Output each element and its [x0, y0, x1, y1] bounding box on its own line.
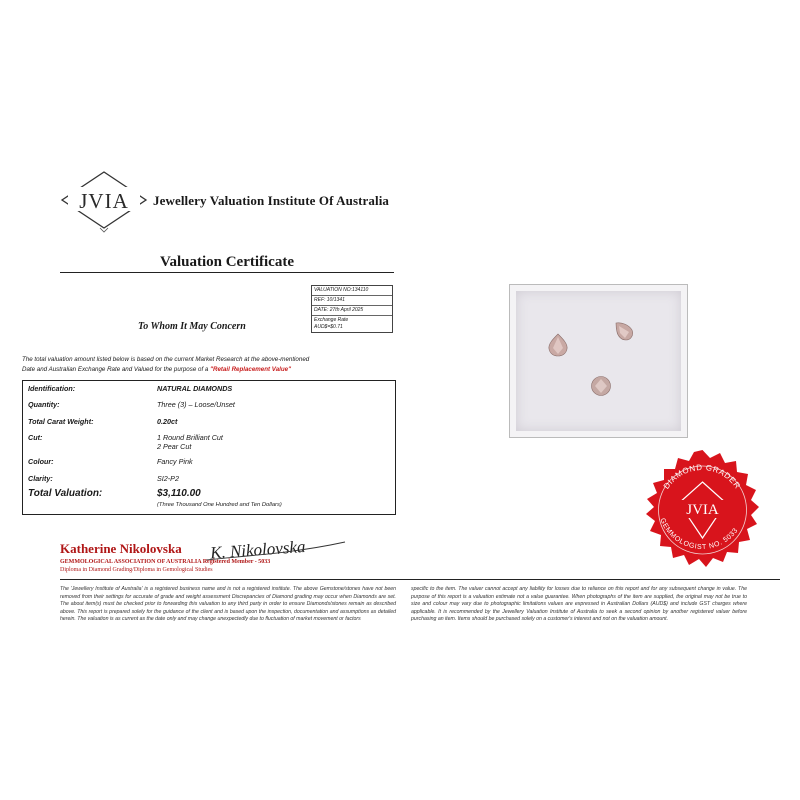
footer-divider: [60, 579, 780, 580]
gemmologist-seal: [640, 448, 765, 573]
identification-value: NATURAL DIAMONDS: [157, 384, 233, 393]
salutation: To Whom It May Concern: [138, 321, 246, 332]
clarity-label: Clarity:: [28, 474, 53, 483]
institute-name: Jewellery Valuation Institute Of Australia: [153, 193, 390, 208]
cut-label: Cut:: [28, 433, 43, 442]
identification-label: Identification:: [28, 384, 76, 393]
colour-value: Fancy Pink: [157, 457, 193, 466]
svg-text:JVIA: JVIA: [686, 502, 719, 518]
exchange-rate-value: AUD$=$0.71: [314, 324, 343, 330]
signatory-name: Katherine Nikolovska: [60, 541, 182, 556]
pear-diamond-icon: [613, 320, 635, 342]
pear-diamond-icon: [547, 333, 569, 357]
valuation-date: DATE: 27th April 2025: [312, 306, 392, 316]
certificate-title: Valuation Certificate: [159, 254, 294, 270]
intro-line-2: Date and Australian Exchange Rate and Valued for the purpose of a: [22, 366, 209, 373]
quantity-value: Three (3) – Loose/Unset: [157, 400, 235, 409]
total-label: Total Valuation:: [28, 488, 103, 499]
cut-value-2: 2 Pear Cut: [157, 442, 192, 451]
details-table: [22, 380, 396, 515]
colour-label: Colour:: [28, 457, 54, 466]
cut-value-1: 1 Round Brilliant Cut: [157, 433, 223, 442]
round-diamond-icon: [590, 375, 612, 397]
intro-paragraph: [22, 355, 397, 375]
total-value: $3,110.00: [157, 488, 201, 499]
association-membership: GEMMOLOGICAL ASSOCIATION OF AUSTRALIA Registered Member - 5033: [60, 559, 271, 565]
jvia-logo: [60, 170, 148, 234]
total-in-words: (Three Thousand One Hundred and Ten Dollars): [157, 502, 282, 508]
reference-box: [311, 285, 393, 333]
photo-background: [516, 291, 681, 431]
reference-number: REF: 10/1341: [312, 296, 392, 306]
carat-label: Total Carat Weight:: [28, 417, 94, 426]
svg-text:K. Nikolovska: K. Nikolovska: [209, 536, 307, 563]
quantity-label: Quantity:: [28, 400, 60, 409]
exchange-rate: [312, 316, 392, 332]
disclaimer-right: specific to the item. The valuer cannot accept any liability for losses due to reliance on this report and for any subsequent change in value. The purpose of this report is a valuation estimate not a value guarantee. When photographs of the item are supplied, the original may not be true to size and colour may vary due to photographic limitations values are expressed in Australian Dollars (AUD$) and include GST charges where applicable. It is recommended by the Jewellery Valuation Institute of Australia to seek a second opinion by another registered valuer before purchasing an item. Items should be purchased solely on a customer's interest and not on the valuation amount.: [411, 586, 747, 623]
svg-text:DIAMOND GRADER: DIAMOND GRADER: [661, 462, 743, 491]
diamond-photo: [509, 284, 688, 438]
svg-text:GEMMOLOGIST NO. 5033: GEMMOLOGIST NO. 5033: [658, 517, 740, 552]
valuation-purpose: "Retail Replacement Value": [210, 366, 292, 373]
exchange-rate-label: Exchange Rate: [314, 317, 349, 323]
svg-text:JVIA: JVIA: [79, 189, 129, 213]
disclaimer-left: The 'Jewellery Institute of Australia' is a registered business name and is not a registered institute. The above Gemstone/stones have not been removed from their settings for accurate of grade and weight assessment Discrepancies of Diamond grading may occur when Diamonds are set. The about item(s) must be checked prior to forwarding this valuation to any third party in order to ensure Diamonds/stones remain as described above. This report is prepared solely for the guidance of the client and is based upon the inspection, documentation and assumptions as detailed herein. The valuation is as current as the date only and may change unexpectedly due to fluctuation of market movement or factors: [60, 586, 396, 623]
carat-value: 0.20ct: [157, 417, 178, 426]
title-divider: [60, 272, 394, 273]
intro-line-1: The total valuation amount listed below is based on the current Market Research at the above-mentioned: [22, 356, 310, 363]
diploma-line: Diploma in Diamond Grading/Diploma in Gemological Studies: [60, 567, 213, 573]
clarity-value: SI2-P2: [157, 474, 179, 483]
valuation-number: VALUATION NO:134110: [312, 286, 392, 296]
